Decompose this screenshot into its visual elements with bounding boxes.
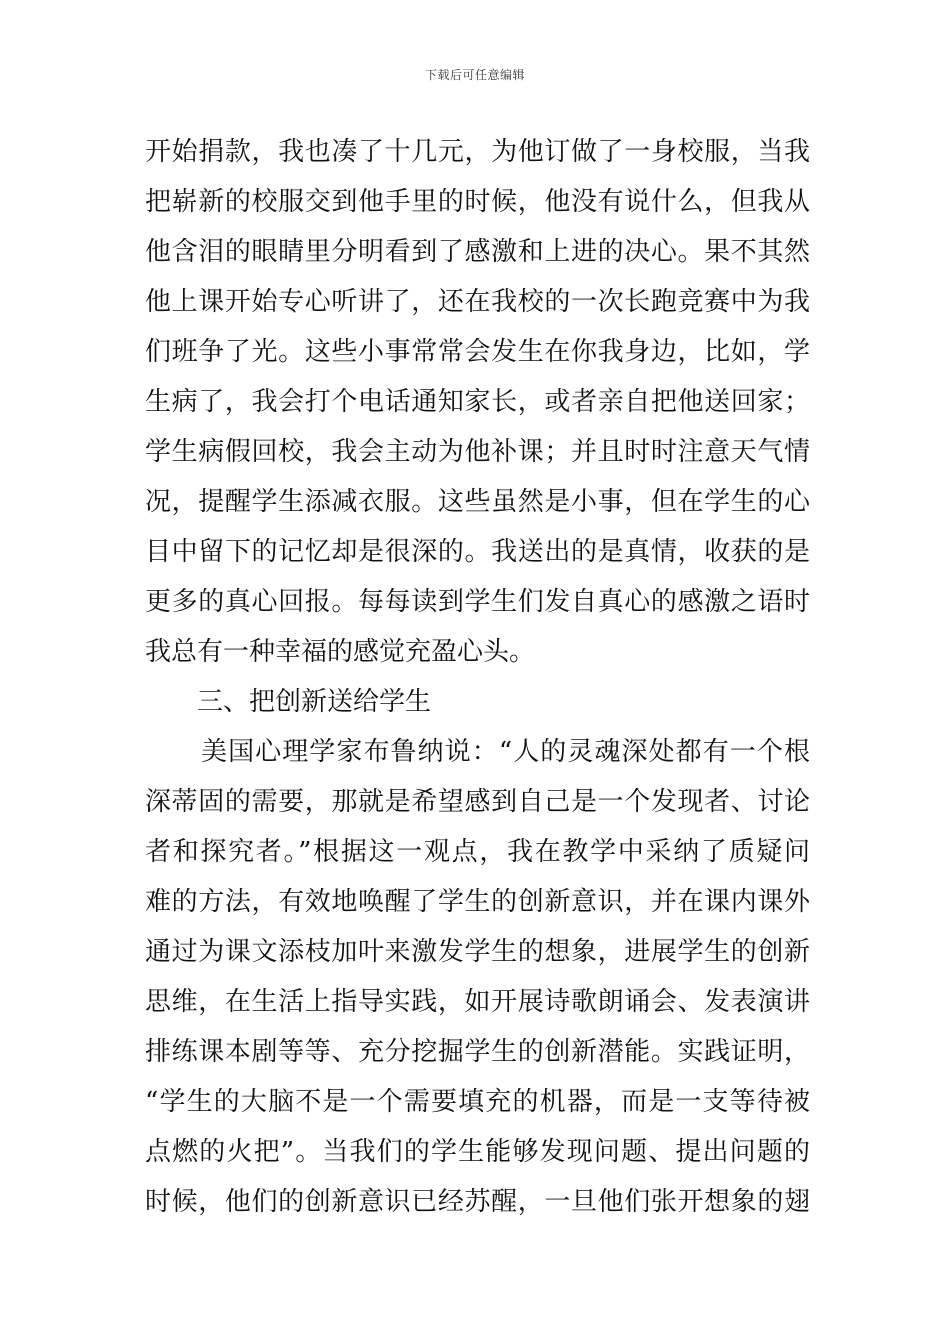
paragraph-line: 他含泪的眼睛里分明看到了感激和上进的决心。果不其然 <box>145 237 810 267</box>
paragraph-line: 把崭新的校服交到他手里的时候，他没有说什么，但我从 <box>145 187 810 217</box>
header-note: 下载后可任意编辑 <box>424 68 525 82</box>
paragraph-line: 排练课本剧等等、充分挖掘学生的创新潜能。实践证明， <box>145 1037 810 1067</box>
paragraph-line: 深蒂固的需要，那就是希望感到自己是一个发现者、讨论 <box>145 787 810 817</box>
paragraph-line: 学生病假回校，我会主动为他补课；并且时时注意天气情 <box>145 437 810 467</box>
section-heading: 三、把创新送给学生 <box>197 687 432 717</box>
paragraph-line: 美国心理学家布鲁纳说：“人的灵魂深处都有一个根 <box>201 737 810 767</box>
paragraph-line: 难的方法，有效地唤醒了学生的创新意识，并在课内课外 <box>145 887 810 917</box>
paragraph-line: 更多的真心回报。每每读到学生们发自真心的感激之语时 <box>145 587 810 617</box>
paragraph-line: “学生的大脑不是一个需要填充的机器，而是一支等待被 <box>145 1087 810 1117</box>
paragraph-line: 思维，在生活上指导实践，如开展诗歌朗诵会、发表演讲 <box>145 987 810 1017</box>
paragraph-line: 况，提醒学生添减衣服。这些虽然是小事，但在学生的心 <box>145 487 810 517</box>
paragraph-line: 目中留下的记忆却是很深的。我送出的是真情，收获的是 <box>145 537 810 567</box>
paragraph-line: 开始捐款，我也凑了十几元，为他订做了一身校服，当我 <box>145 137 810 167</box>
paragraph-line: 时候，他们的创新意识已经苏醒，一旦他们张开想象的翅 <box>145 1187 810 1217</box>
paragraph-line: 我总有一种幸福的感觉充盈心头。 <box>145 637 536 667</box>
body-text <box>145 127 810 1227</box>
paragraph-line: 者和探究者。”根据这一观点，我在教学中采纳了质疑问 <box>145 837 810 867</box>
paragraph-line: 他上课开始专心听讲了，还在我校的一次长跑竞赛中为我 <box>145 287 810 317</box>
paragraph-line: 生病了，我会打个电话通知家长，或者亲自把他送回家； <box>145 387 810 417</box>
paragraph-line: 通过为课文添枝加叶来激发学生的想象，进展学生的创新 <box>145 937 810 967</box>
paragraph-line: 点燃的火把”。当我们的学生能够发现问题、提出问题的 <box>145 1137 810 1167</box>
paragraph-line: 们班争了光。这些小事常常会发生在你我身边，比如，学 <box>145 337 810 367</box>
